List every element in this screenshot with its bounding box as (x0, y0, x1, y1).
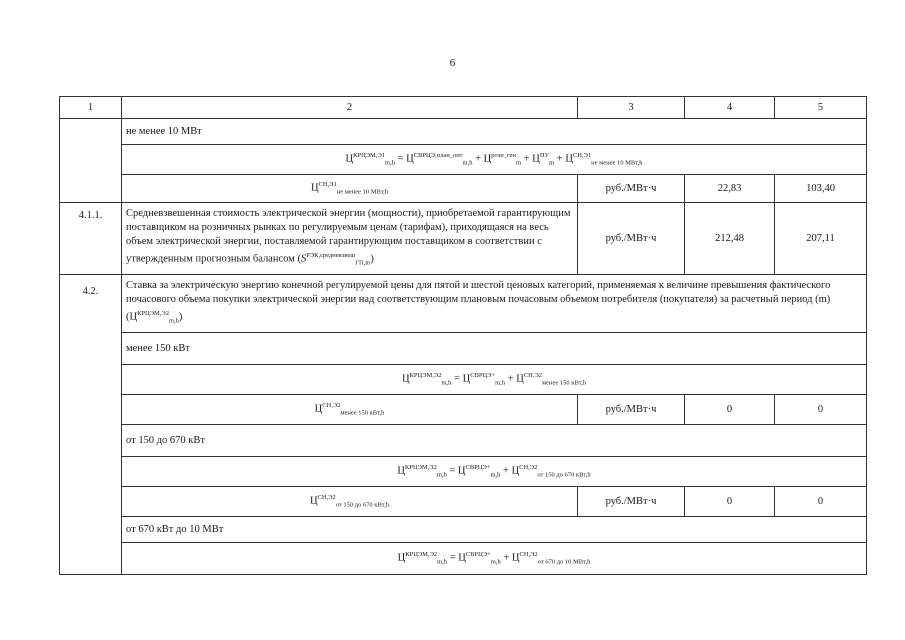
row-number-cell (60, 119, 122, 203)
value-col-5: 103,40 (775, 175, 867, 203)
table-header-row (60, 97, 867, 119)
category-label: от 670 кВт до 10 МВт (122, 517, 867, 543)
symbol-cell: $Ц^{СН,Э2}_{от 150 до 670 кВт,h}$ (122, 487, 578, 517)
unit-cell: руб./МВт·ч (578, 395, 685, 425)
page-number: 6 (449, 57, 456, 69)
formula-row-2: $Ц^{КРЦЭМ,Э2}_{m,h} = Ц^{СВРЦЭ+}_{m,h} + Ц^{СН,Э2}_{менее 150 кВт,h}$ (122, 365, 867, 395)
table-row (60, 543, 867, 575)
table-row (60, 457, 867, 487)
formula-row-1: $Ц^{КРЦЭМ,Э1}_{m,h} = Ц^{СВРЦЭ,план\_опт}_{m,h} + Ц^{розн\_ген}_m + Ц^{ПУ}_m + Ц^{СН,Э1}_{не менее 10 МВт,h}$ (122, 145, 867, 175)
unit-cell: руб./МВт·ч (578, 487, 685, 517)
value-col-5: 0 (775, 487, 867, 517)
header-col-3: 3 (578, 97, 685, 119)
table-row (60, 203, 867, 275)
table-row (60, 275, 867, 333)
header-col-4: 4 (685, 97, 775, 119)
row-description: Ставка за электрическую энергию конечной регулируемой цены для пятой и шестой ценовых категорий, применяемая к величине превышения фактического почасового объема покупки электрической энергии над соответствующим плановым почасовым объемом потребителя (покупателя) за расчетный период (m) $(Ц^{КРЦЭМ,Э2}_{m,h})$ (122, 275, 867, 333)
table-row (60, 175, 867, 203)
unit-cell: руб./МВт·ч (578, 203, 685, 275)
table-row (60, 425, 867, 457)
table-row (60, 487, 867, 517)
tariff-table (59, 96, 867, 575)
header-col-2: 2 (122, 97, 578, 119)
table-row (60, 365, 867, 395)
category-label: не менее 10 МВт (122, 119, 867, 145)
row-description: Средневзвешенная стоимость электрической энергии (мощности), приобретаемой гарантирующим поставщиком на розничных рынках по регулируемым ценам (тарифам), приходящаяся на весь объем электрической энергии, поставляемой гарантирующим поставщиком в соответствии с утвержденным прогнозным балансом $(S^{РЭК,средневзвеш}_{ГП,m})$ (122, 203, 578, 275)
category-label: менее 150 кВт (122, 333, 867, 365)
category-label: от 150 до 670 кВт (122, 425, 867, 457)
value-col-4: 0 (685, 395, 775, 425)
unit-cell: руб./МВт·ч (578, 175, 685, 203)
value-col-4: 212,48 (685, 203, 775, 275)
table-row (60, 517, 867, 543)
symbol-cell: $Ц^{СН,Э2}_{менее 150 кВт,h}$ (122, 395, 578, 425)
value-col-5: 207,11 (775, 203, 867, 275)
table-row (60, 119, 867, 145)
row-number: 4.1.1. (60, 203, 122, 275)
symbol-cell: $Ц^{СН,Э1}_{не менее 10 МВт,h}$ (122, 175, 578, 203)
formula-row-4: $Ц^{КРЦЭМ,Э2}_{m,h} = Ц^{СВРЦЭ+}_{m,h} + Ц^{СН,Э2}_{от 670 до 10 МВт,h}$ (122, 543, 867, 575)
header-col-1: 1 (60, 97, 122, 119)
value-col-4: 0 (685, 487, 775, 517)
value-col-4: 22,83 (685, 175, 775, 203)
row-number: 4.2. (60, 275, 122, 575)
table-row (60, 333, 867, 365)
formula-row-3: $Ц^{КРЦЭМ,Э2}_{m,h} = Ц^{СВРЦЭ+}_{m,h} + Ц^{СН,Э2}_{от 150 до 670 кВт,h}$ (122, 457, 867, 487)
table-row (60, 145, 867, 175)
value-col-5: 0 (775, 395, 867, 425)
header-col-5: 5 (775, 97, 867, 119)
table-row (60, 395, 867, 425)
